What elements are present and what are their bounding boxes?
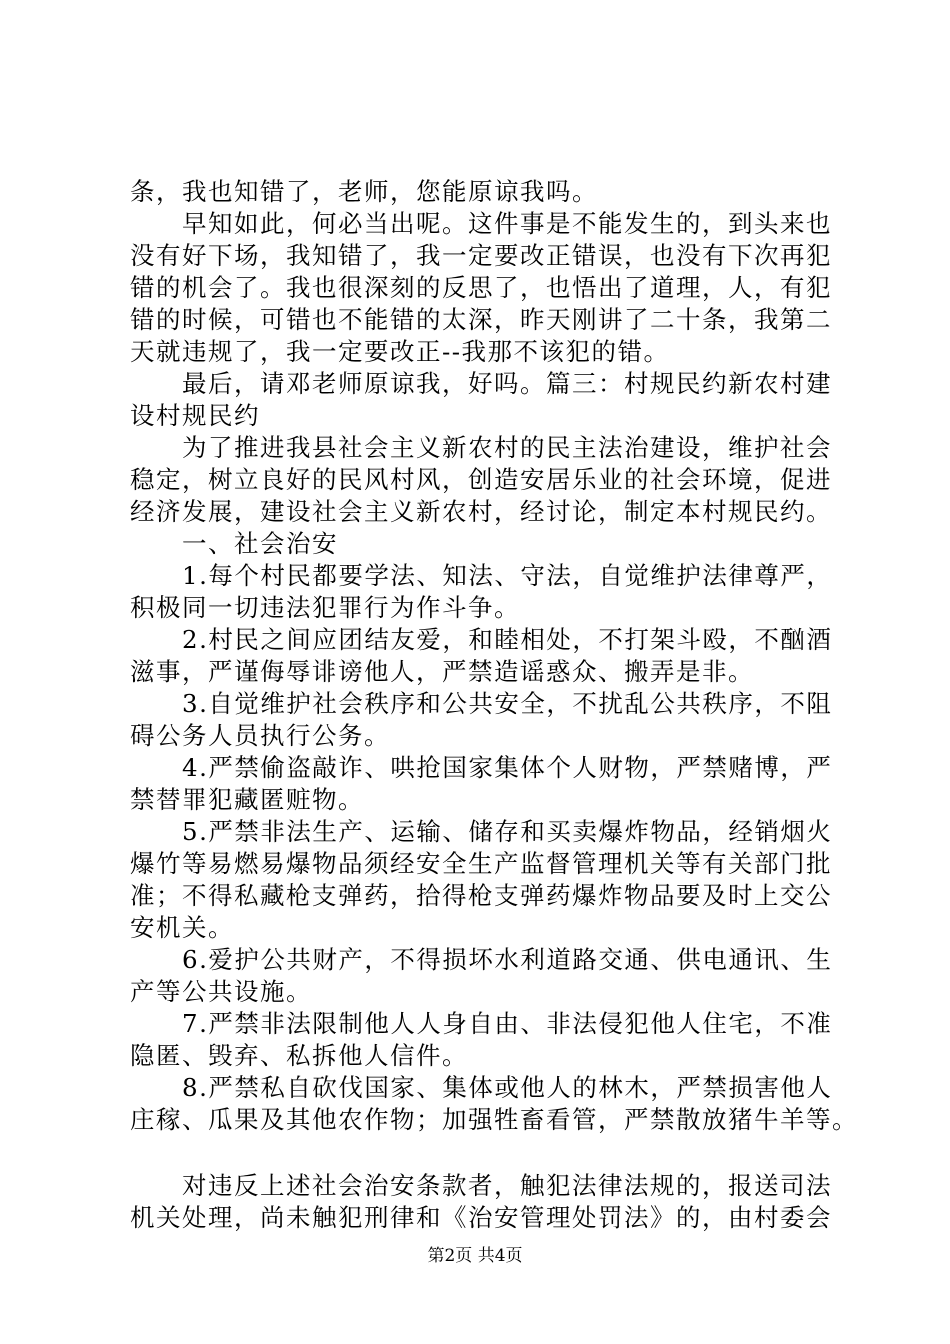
text-line: 1.每个村民都要学法、知法、守法，自觉维护法律尊严， xyxy=(182,561,833,590)
text-line: 条，我也知错了，老师，您能原谅我吗。 xyxy=(130,177,598,206)
text-line: 禁替罪犯藏匿赃物。 xyxy=(130,785,364,814)
text-line: 稳定，树立良好的民风村风，创造安居乐业的社会环境，促进 xyxy=(130,465,832,494)
text-line: 最后，请邓老师原谅我，好吗。篇三：村规民约新农村建 xyxy=(182,369,832,398)
text-line: 经济发展，建设社会主义新农村，经讨论，制定本村规民约。 xyxy=(130,497,832,526)
text-line: 为了推进我县社会主义新农村的民主法治建设，维护社会 xyxy=(182,433,832,462)
text-line: 天就违规了，我一定要改正--我那不该犯的错。 xyxy=(130,337,670,366)
text-line: 5.严禁非法生产、运输、储存和买卖爆炸物品，经销烟火 xyxy=(182,817,833,846)
text-line: 爆竹等易燃易爆物品须经安全生产监督管理机关等有关部门批 xyxy=(130,849,832,878)
text-line: 机关处理，尚未触犯刑律和《治安管理处罚法》的，由村委会 xyxy=(130,1203,832,1232)
text-line: 产等公共设施。 xyxy=(130,977,312,1006)
text-line: 庄稼、瓜果及其他农作物；加强牲畜看管，严禁散放猪牛羊等。 xyxy=(130,1105,858,1134)
text-line: 积极同一切违法犯罪行为作斗争。 xyxy=(130,593,520,622)
paragraph-gap xyxy=(130,1136,850,1170)
text-line: 对违反上述社会治安条款者，触犯法律法规的，报送司法 xyxy=(182,1171,832,1200)
text-line: 隐匿、毁弃、私拆他人信件。 xyxy=(130,1041,468,1070)
text-line: 4.严禁偷盗敲诈、哄抢国家集体个人财物，严禁赌博，严 xyxy=(182,753,833,782)
text-line: 设村规民约 xyxy=(130,401,260,430)
document-body xyxy=(130,176,858,1234)
text-line: 滋事，严谨侮辱诽谤他人，严禁造谣惑众、搬弄是非。 xyxy=(130,657,754,686)
text-line: 6.爱护公共财产，不得损坏水利道路交通、供电通讯、生 xyxy=(182,945,833,974)
text-line: 没有好下场，我知错了，我一定要改正错误，也没有下次再犯 xyxy=(130,241,832,270)
text-line: 2.村民之间应团结友爱，和睦相处，不打架斗殴，不酗酒 xyxy=(182,625,833,654)
text-line: 7.严禁非法限制他人人身自由、非法侵犯他人住宅，不准 xyxy=(182,1009,833,1038)
page-number-footer: 第2页 共4页 xyxy=(427,1246,523,1266)
text-line: 错的机会了。我也很深刻的反思了，也悟出了道理，人，有犯 xyxy=(130,273,832,302)
text-line: 碍公务人员执行公务。 xyxy=(130,721,390,750)
text-line: 安机关。 xyxy=(130,913,234,942)
section-heading: 一、社会治安 xyxy=(182,529,338,558)
text-line: 早知如此，何必当出呢。这件事是不能发生的，到头来也 xyxy=(182,209,832,238)
text-line: 3.自觉维护社会秩序和公共安全，不扰乱公共秩序，不阻 xyxy=(182,689,833,718)
text-line: 准；不得私藏枪支弹药，拾得枪支弹药爆炸物品要及时上交公 xyxy=(130,881,832,910)
text-line: 错的时候，可错也不能错的太深，昨天刚讲了二十条，我第二 xyxy=(130,305,832,334)
text-line: 8.严禁私自砍伐国家、集体或他人的林木，严禁损害他人 xyxy=(182,1073,833,1102)
